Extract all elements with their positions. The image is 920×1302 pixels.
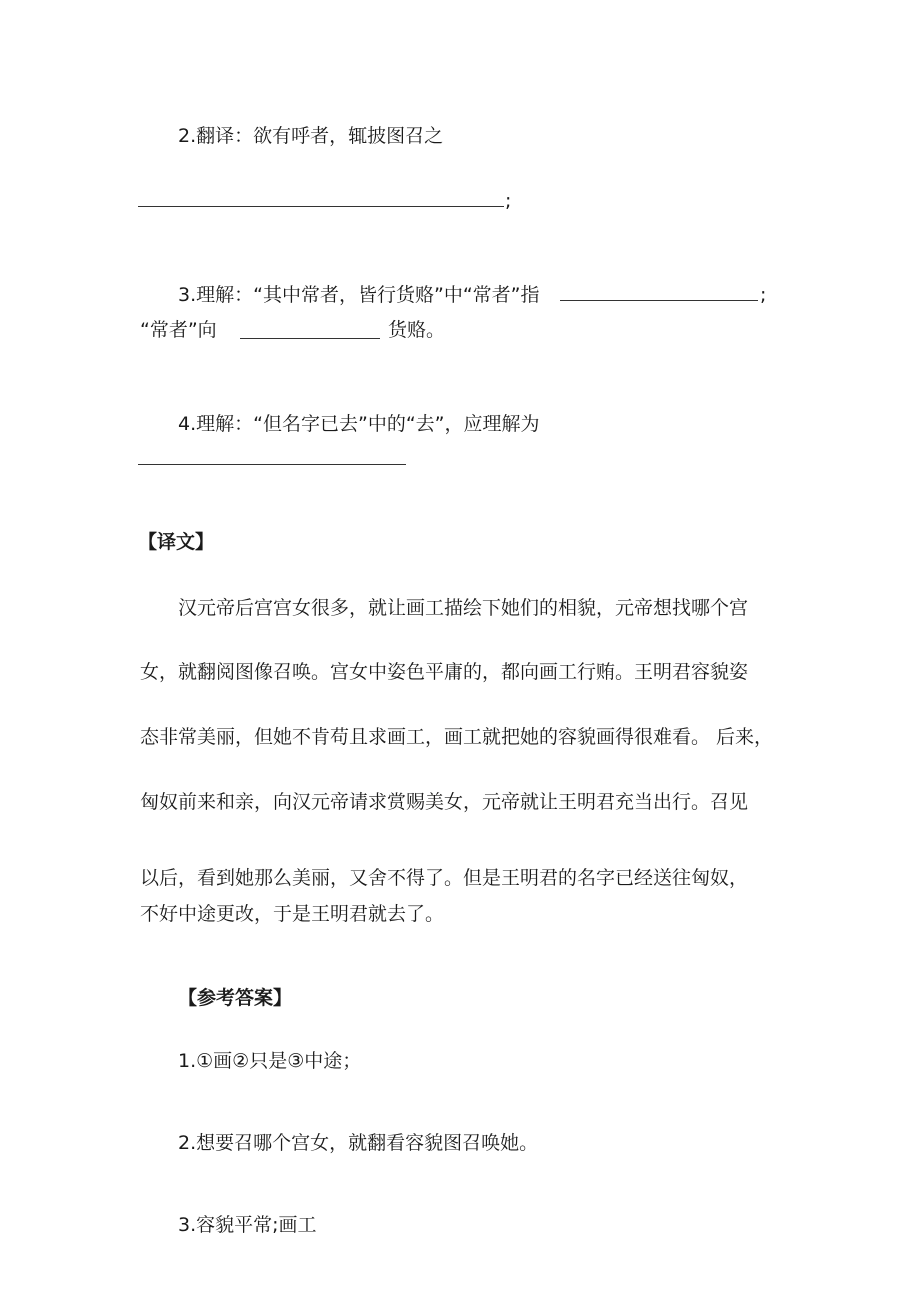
answer-blank-q2: [138, 206, 504, 207]
translation-line: 汉元帝后宫宫女很多，就让画工描绘下她们的相貌，元帝想找哪个宫: [178, 597, 749, 619]
question-3-line2-suffix: 货赂。: [388, 319, 446, 341]
translation-line: 女，就翻阅图像召唤。宫女中姿色平庸的，都向画工行贿。王明君容貌姿: [140, 661, 749, 683]
question-3-line2-prefix: “常者”向: [140, 319, 217, 341]
answer-item: 3.容貌平常;画工: [178, 1214, 317, 1236]
translation-line: 不好中途更改，于是王明君就去了。: [140, 903, 445, 925]
answer-item: 1.①画②只是③中途；: [178, 1050, 362, 1072]
translation-line: 匈奴前来和亲，向汉元帝请求赏赐美女，元帝就让王明君充当出行。召见: [140, 791, 749, 813]
question-2-tail: ;: [505, 190, 512, 212]
answer-blank-q3-b: [240, 338, 380, 339]
question-3-line1-tail: ;: [760, 284, 767, 306]
question-4-text: 4.理解：“但名字已去”中的“去”，应理解为: [178, 413, 540, 435]
translation-line: 态非常美丽，但她不肯苟且求画工，画工就把她的容貌画得很难看。 后来，: [140, 726, 774, 748]
answer-blank-q4: [138, 464, 406, 465]
translation-heading: 【译文】: [138, 531, 215, 553]
question-3-line1: 3.理解：“其中常者，皆行货赂”中“常者”指: [178, 284, 540, 306]
translation-line: 以后，看到她那么美丽，又舍不得了。但是王明君的名字已经送往匈奴，: [140, 867, 749, 889]
answer-item: 2.想要召哪个宫女，就翻看容貌图召唤她。: [178, 1132, 539, 1154]
question-2-text: 2.翻译：欲有呼者，辄披图召之: [178, 125, 444, 147]
answers-heading: 【参考答案】: [178, 987, 293, 1009]
answer-blank-q3-a: [560, 300, 758, 301]
